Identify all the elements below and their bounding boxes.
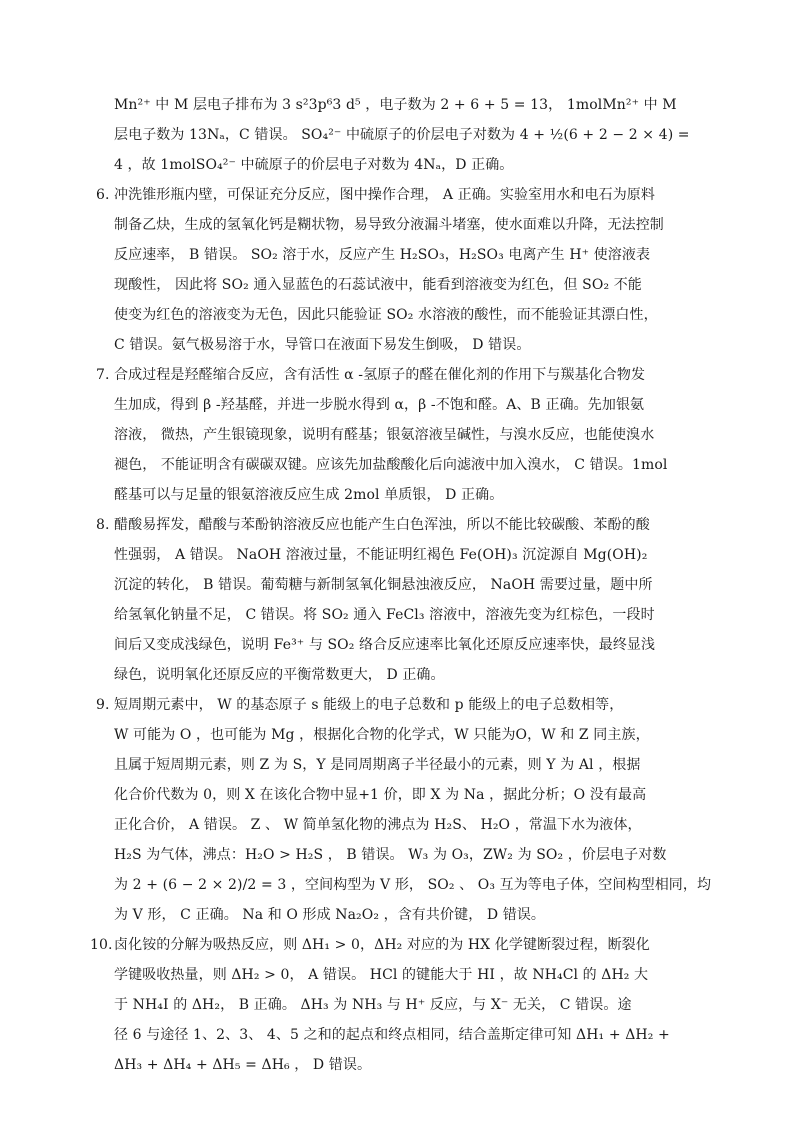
text-line bbox=[114, 240, 684, 270]
question-number: 7. bbox=[96, 367, 110, 383]
line-text: 制备乙炔，生成的氢氧化钙是糊状物，易导致分液漏斗堵塞，使水面难以升降，无法控制 bbox=[114, 217, 664, 233]
text-line bbox=[114, 900, 684, 930]
line-text: 反应速率， B 错误。 SO₂ 溶于水，反应产生 H₂SO₃，H₂SO₃ 电离产生 H⁺ 使溶液表 bbox=[114, 247, 651, 263]
text-line bbox=[96, 510, 684, 540]
line-text: 为 V 形， C 正确。 Na 和 O 形成 Na₂O₂ ，含有共价键， D 错误。 bbox=[114, 907, 546, 923]
line-text: 使变为红色的溶液变为无色，因此只能验证 SO₂ 水溶液的酸性，而不能验证其漂白性， bbox=[114, 307, 658, 323]
line-text: 醛基可以与足量的银氨溶液反应生成 2mol 单质银， D 正确。 bbox=[114, 487, 504, 503]
text-line bbox=[114, 120, 690, 150]
line-text: 合成过程是羟醛缩合反应，含有活性 α -氢原子的醛在催化剂的作用下与羰基化合物发 bbox=[114, 367, 646, 383]
answer-paragraph bbox=[90, 930, 684, 1080]
text-line bbox=[96, 180, 684, 210]
line-text: 醋酸易挥发，醋酸与苯酚钠溶液反应也能产生白色浑浊，所以不能比较碳酸、苯酚的酸 bbox=[114, 517, 650, 533]
text-line bbox=[114, 780, 684, 810]
line-text: 4 ，故 1molSO₄²⁻ 中硫原子的价层电子对数为 4Nₐ，D 正确。 bbox=[114, 157, 514, 173]
answer-paragraph bbox=[96, 360, 684, 510]
line-text: 正化合价， A 错误。 Z 、 W 简单氢化物的沸点为 H₂S、 H₂O ，常温下水为液体， bbox=[114, 817, 642, 833]
line-text: 给氢氧化钠量不足， C 错误。将 SO₂ 通入 FeCl₃ 溶液中，溶液先变为红棕色，一段时 bbox=[114, 607, 655, 623]
question-number: 6. bbox=[96, 187, 110, 203]
text-line bbox=[114, 960, 684, 990]
line-text: 冲洗锥形瓶内壁，可保证充分反应，图中操作合理， A 正确。实验室用水和电石为原料 bbox=[114, 187, 656, 203]
text-line bbox=[114, 480, 684, 510]
text-line bbox=[114, 420, 684, 450]
line-text: 卤化铵的分解为吸热反应，则 ΔH₁ > 0，ΔH₂ 对应的为 HX 化学键断裂过程，断裂化 bbox=[114, 937, 650, 953]
text-line bbox=[114, 390, 684, 420]
line-text: 性强弱， A 错误。 NaOH 溶液过量，不能证明红褐色 Fe(OH)₃ 沉淀源自 Mg(OH)₂ bbox=[114, 547, 648, 563]
text-line bbox=[114, 1020, 684, 1050]
text-line bbox=[114, 330, 684, 360]
line-text: H₂S 为气体，沸点：H₂O > H₂S ， B 错误。 W₃ 为 O₃，ZW₂ 为 SO₂ ，价层电子对数 bbox=[114, 847, 667, 863]
text-line bbox=[114, 720, 684, 750]
text-line bbox=[114, 750, 684, 780]
line-text: 溶液， 微热，产生银镜现象，说明有醛基；银氨溶液呈碱性，与溴水反应，也能使溴水 bbox=[114, 427, 655, 443]
text-line bbox=[114, 570, 684, 600]
line-text: 生加成，得到 β -羟基醛，并进一步脱水得到 α，β -不饱和醛。A、B 正确。先加银氨 bbox=[114, 397, 645, 413]
line-text: 间后又变成浅绿色，说明 Fe³⁺ 与 SO₂ 络合反应速率比氧化还原反应速率快，最终显浅 bbox=[114, 637, 656, 653]
text-line bbox=[114, 600, 684, 630]
text-line bbox=[114, 630, 684, 660]
line-text: Mn²⁺ 中 M 层电子排布为 3 s²3p⁶3 d⁵ ，电子数为 2 + 6 + 5 = 13， 1molMn²⁺ 中 M bbox=[114, 97, 677, 113]
line-text: 沉淀的转化， B 错误。葡萄糖与新制氢氧化铜悬浊液反应， NaOH 需要过量，题中所 bbox=[114, 577, 653, 593]
line-text: 为 2 + (6 − 2 × 2)/2 = 3 ，空间构型为 V 形， SO₂ 、 O₃ 互为等电子体，空间构型相同，均 bbox=[114, 877, 712, 893]
text-line bbox=[114, 90, 684, 120]
text-line bbox=[96, 690, 684, 720]
answer-paragraph bbox=[114, 90, 690, 180]
text-line bbox=[114, 870, 712, 900]
answer-paragraph bbox=[96, 180, 684, 360]
answer-paragraph bbox=[96, 510, 684, 690]
text-line bbox=[114, 450, 684, 480]
text-line bbox=[114, 150, 684, 180]
line-text: 短周期元素中， W 的基态原子 s 能级上的电子总数和 p 能级上的电子总数相等， bbox=[114, 697, 624, 713]
line-text: 层电子数为 13Nₐ，C 错误。 SO₄²⁻ 中硫原子的价层电子对数为 4 + ½(6 + 2 − 2 × 4) = bbox=[114, 127, 690, 143]
line-text: W 可能为 O ，也可能为 Mg ，根据化合物的化学式，W 只能为O，W 和 Z 同主族， bbox=[114, 727, 650, 743]
line-text: C 错误。氨气极易溶于水，导管口在液面下易发生倒吸， D 错误。 bbox=[114, 337, 531, 353]
text-line bbox=[114, 540, 684, 570]
text-line bbox=[114, 1050, 684, 1080]
line-text: 绿色，说明氧化还原反应的平衡常数更大， D 正确。 bbox=[114, 667, 445, 683]
text-line bbox=[114, 990, 684, 1020]
line-text: 化合价代数为 0，则 X 在该化合物中显+1 价，即 X 为 Na ，据此分析；O 没有最高 bbox=[114, 787, 647, 803]
answer-explanations bbox=[90, 90, 712, 1080]
text-line bbox=[114, 300, 684, 330]
text-line bbox=[96, 360, 684, 390]
line-text: 现酸性， 因此将 SO₂ 通入显蓝色的石蕊试液中，能看到溶液变为红色，但 SO₂ 不能 bbox=[114, 277, 642, 293]
line-text: 且属于短周期元素，则 Z 为 S，Y 是同周期离子半径最小的元素，则 Y 为 Al ，根据 bbox=[114, 757, 641, 773]
text-line bbox=[114, 660, 684, 690]
question-number: 9. bbox=[96, 697, 110, 713]
text-line bbox=[114, 210, 684, 240]
line-text: ΔH₃ + ΔH₄ + ΔH₅ = ΔH₆ ， D 错误。 bbox=[114, 1057, 372, 1073]
question-number: 10. bbox=[90, 937, 113, 953]
text-line bbox=[114, 810, 684, 840]
line-text: 学键吸收热量，则 ΔH₂ > 0， A 错误。 HCl 的键能大于 HI ，故 NH₄Cl 的 ΔH₂ 大 bbox=[114, 967, 649, 983]
text-line bbox=[114, 270, 684, 300]
text-line bbox=[114, 840, 684, 870]
line-text: 于 NH₄I 的 ΔH₂， B 正确。 ΔH₃ 为 NH₃ 与 H⁺ 反应，与 X⁻ 无关， C 错误。途 bbox=[114, 997, 632, 1013]
line-text: 径 6 与途径 1、2、3、 4、5 之和的起点和终点相同，结合盖斯定律可知 ΔH₁ + ΔH₂ + bbox=[114, 1027, 670, 1043]
question-number: 8. bbox=[96, 517, 110, 533]
text-line bbox=[90, 930, 684, 960]
line-text: 褪色， 不能证明含有碳碳双键。应该先加盐酸酸化后向滤液中加入溴水， C 错误。1mol bbox=[114, 457, 668, 473]
answer-paragraph bbox=[96, 690, 712, 930]
